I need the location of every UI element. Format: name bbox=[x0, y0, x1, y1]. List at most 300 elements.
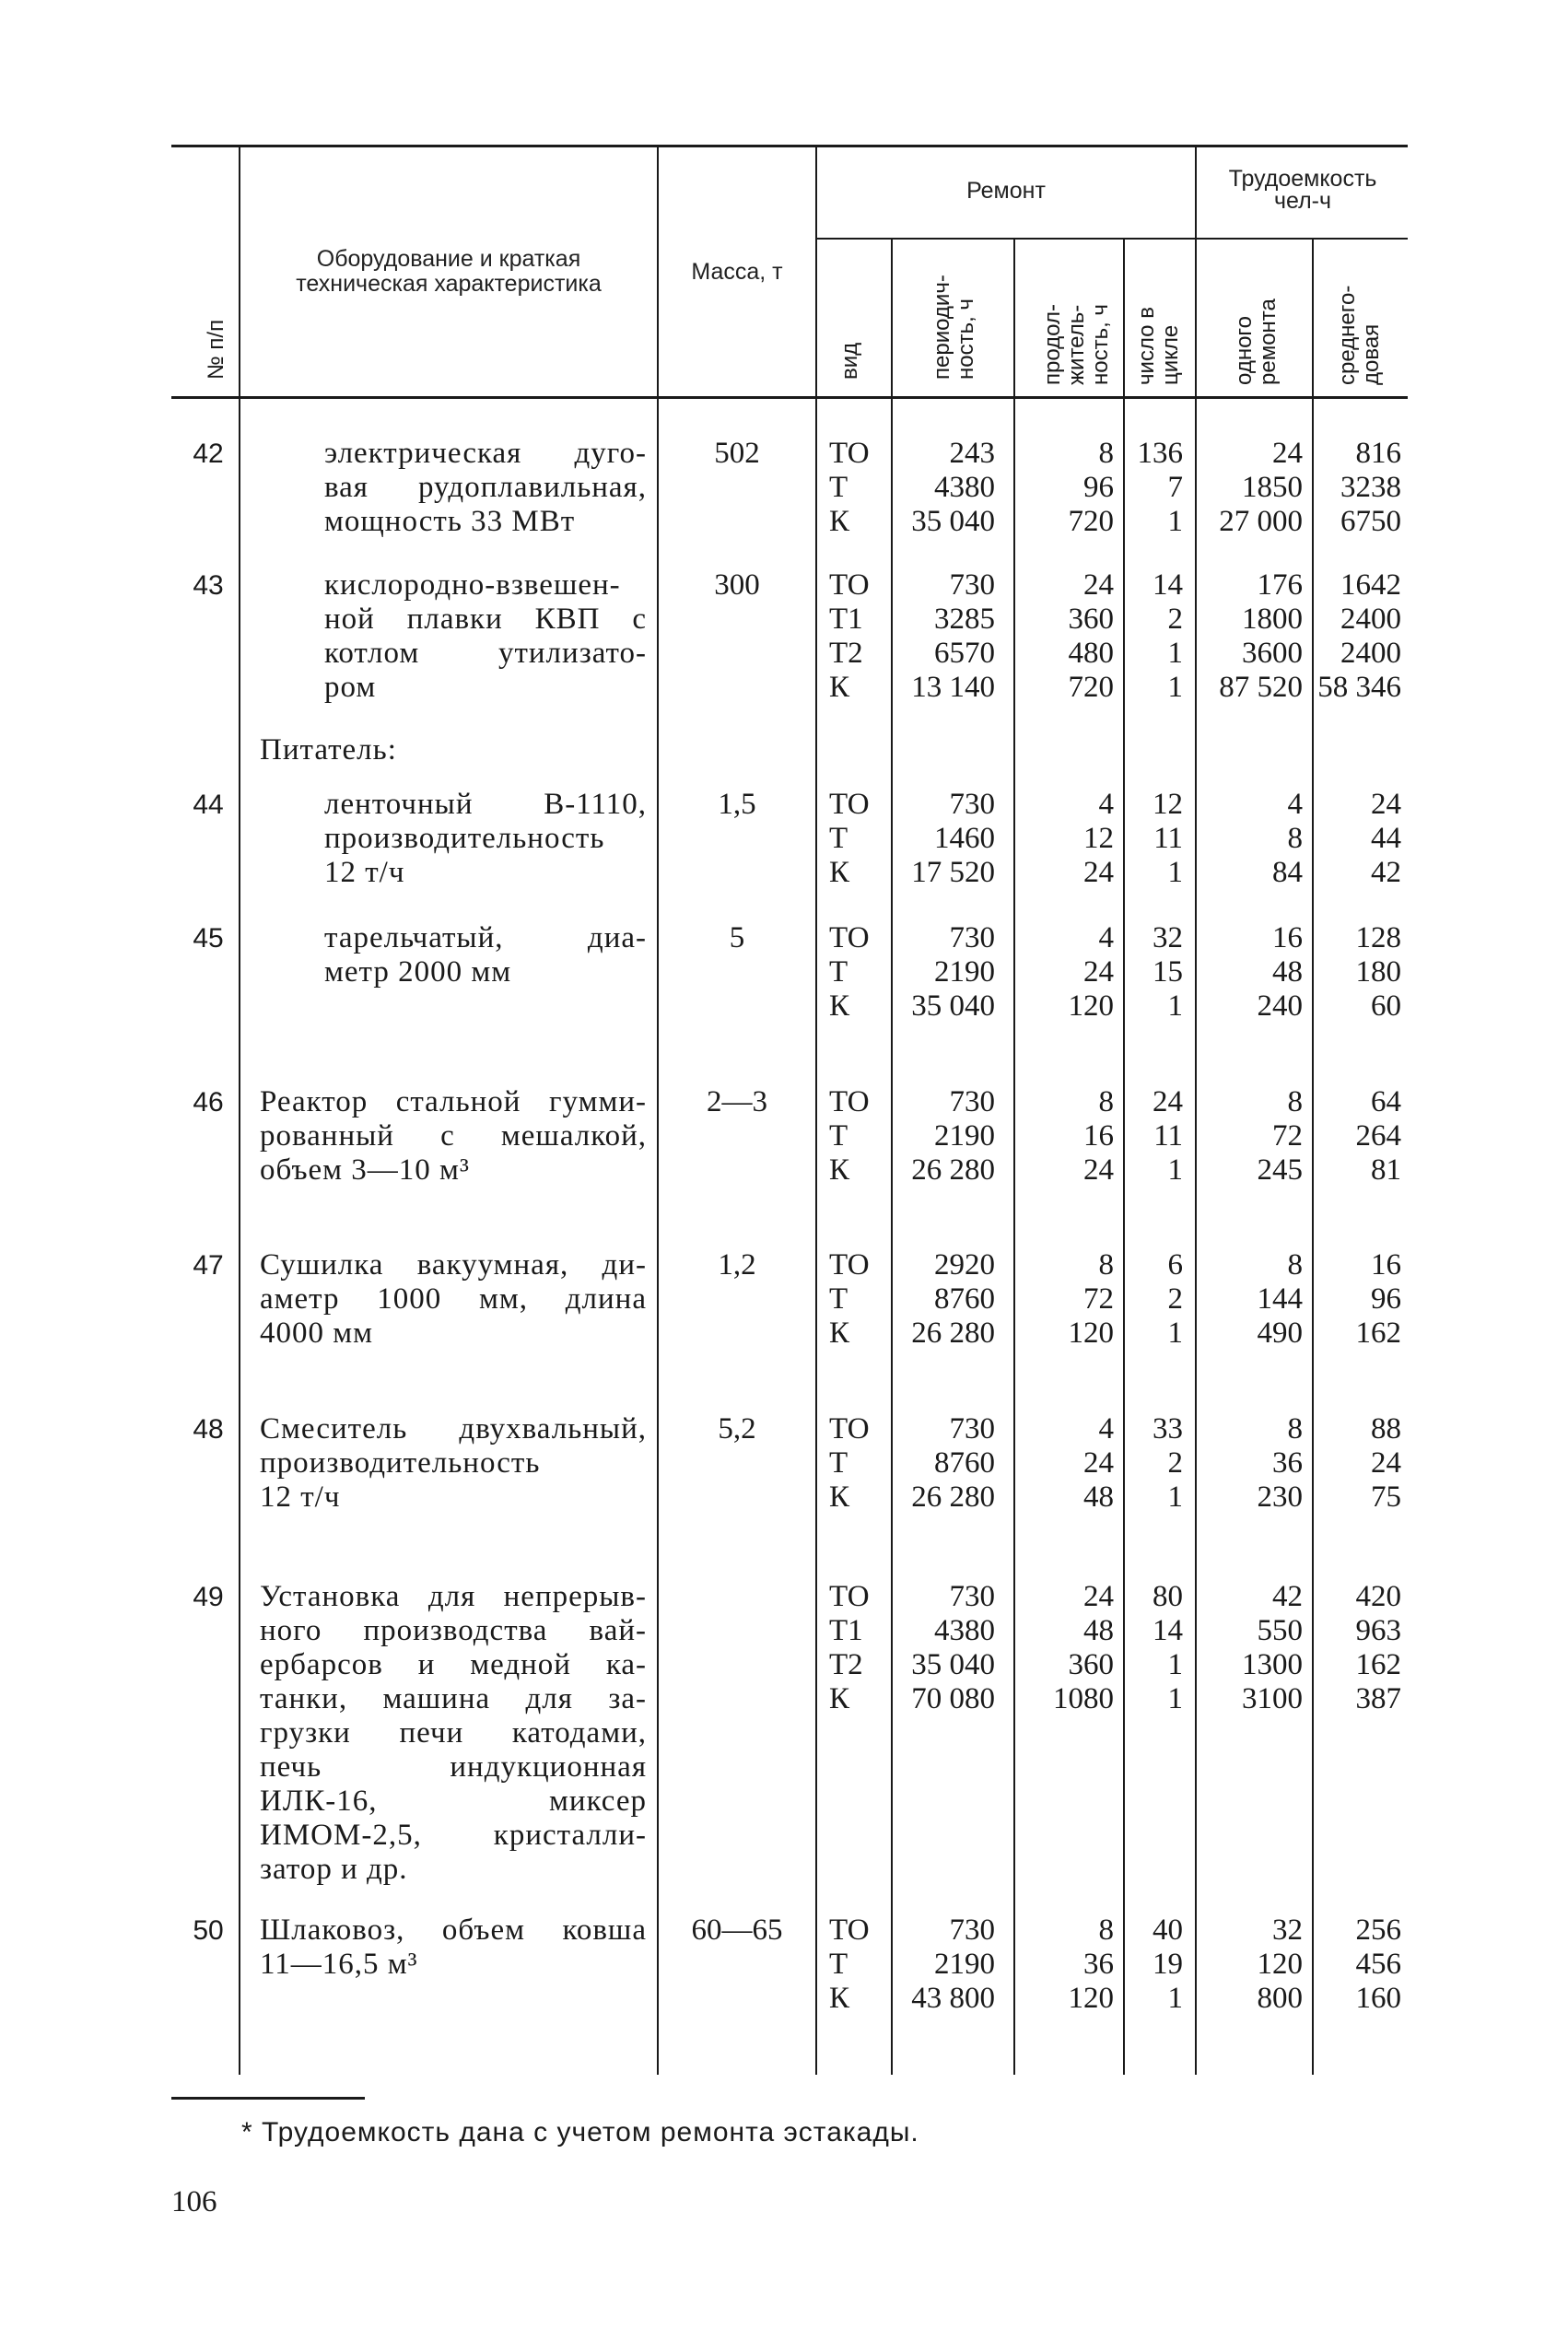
cycle-count: 2 bbox=[1167, 1282, 1183, 1316]
repair-subheader-rule bbox=[816, 238, 1196, 240]
repair-type: Т bbox=[829, 471, 848, 504]
cycle-count-column bbox=[1124, 788, 1183, 890]
repair-duration-column bbox=[1014, 1412, 1114, 1515]
repair-duration: 4 bbox=[1098, 1412, 1114, 1445]
labor-one-repair: 84 bbox=[1272, 856, 1303, 889]
labor-one-repair: 8 bbox=[1287, 1085, 1303, 1118]
description-line: ИМОМ-2,5, кристалли- bbox=[260, 1819, 647, 1852]
repair-period: 730 bbox=[949, 921, 995, 954]
repair-type: Т1 bbox=[829, 603, 863, 636]
repair-period: 2190 bbox=[934, 1948, 995, 1981]
description-line: Установка для непрерыв- bbox=[260, 1580, 647, 1613]
repair-type: ТО bbox=[829, 921, 870, 954]
labor-average: 44 bbox=[1371, 822, 1401, 855]
labor-average-column bbox=[1313, 1914, 1401, 2016]
repair-period-column bbox=[892, 437, 995, 539]
repair-duration: 8 bbox=[1098, 1085, 1114, 1118]
labor-average-column bbox=[1313, 921, 1401, 1024]
repair-duration: 24 bbox=[1083, 955, 1114, 989]
labor-one-repair: 800 bbox=[1257, 1982, 1303, 2015]
row-number: 44 bbox=[193, 790, 224, 820]
equipment-description bbox=[324, 437, 647, 539]
repair-duration: 1080 bbox=[1053, 1682, 1114, 1715]
repair-type: К bbox=[829, 1480, 850, 1514]
cycle-count: 15 bbox=[1153, 955, 1183, 989]
mass-value: 1,5 bbox=[718, 788, 756, 821]
repair-types bbox=[829, 1248, 890, 1351]
cycle-count: 19 bbox=[1153, 1948, 1183, 1981]
labor-one-repair: 16 bbox=[1272, 921, 1303, 954]
header-num: № п/п bbox=[204, 319, 228, 380]
labor-one-repair: 144 bbox=[1257, 1282, 1303, 1316]
equipment-description bbox=[260, 1412, 647, 1515]
repair-type: ТО bbox=[829, 1248, 870, 1282]
labor-average: 2400 bbox=[1340, 603, 1401, 636]
description-line: печь индукционная bbox=[260, 1750, 647, 1784]
header-repair: Ремонт bbox=[966, 178, 1046, 204]
labor-average: 24 bbox=[1371, 1446, 1401, 1480]
equipment-description bbox=[260, 1580, 647, 1887]
repair-duration-column bbox=[1014, 568, 1114, 705]
repair-period: 4380 bbox=[934, 1614, 995, 1647]
repair-period: 3285 bbox=[934, 603, 995, 636]
cycle-count: 11 bbox=[1153, 1119, 1183, 1153]
repair-period: 26 280 bbox=[911, 1153, 995, 1187]
repair-duration: 120 bbox=[1068, 1982, 1114, 2015]
repair-duration: 72 bbox=[1083, 1282, 1114, 1316]
cycle-count: 33 bbox=[1153, 1412, 1183, 1445]
cycle-count: 7 bbox=[1167, 471, 1183, 504]
description-line: ербарсов и медной ка- bbox=[260, 1648, 647, 1681]
cycle-count: 2 bbox=[1167, 1446, 1183, 1480]
header-type: вид bbox=[837, 342, 862, 380]
repair-duration: 120 bbox=[1068, 1317, 1114, 1350]
description-line: производительность bbox=[260, 1446, 541, 1480]
labor-one-repair: 120 bbox=[1257, 1948, 1303, 1981]
cycle-count: 1 bbox=[1167, 1317, 1183, 1350]
cycle-count: 24 bbox=[1153, 1085, 1183, 1118]
equipment-description bbox=[260, 1248, 647, 1351]
cycle-count: 136 bbox=[1137, 437, 1183, 470]
repair-duration: 24 bbox=[1083, 1580, 1114, 1613]
description-line: котлом утилизато- bbox=[324, 637, 647, 670]
labor-one-repair: 230 bbox=[1257, 1480, 1303, 1514]
header-equipment: Оборудование и краткая техническая характеристика bbox=[296, 246, 602, 297]
labor-average: 42 bbox=[1371, 856, 1401, 889]
cycle-count: 14 bbox=[1153, 568, 1183, 602]
header-period: периодич- ность, ч bbox=[930, 275, 978, 380]
labor-average: 88 bbox=[1371, 1412, 1401, 1445]
cycle-count-column bbox=[1124, 568, 1183, 705]
repair-duration-column bbox=[1014, 1914, 1114, 2016]
header-mass: Масса, т bbox=[691, 259, 783, 285]
repair-period: 243 bbox=[949, 437, 995, 470]
labor-one-repair: 8 bbox=[1287, 1412, 1303, 1445]
labor-average: 387 bbox=[1355, 1682, 1401, 1715]
repair-period: 4380 bbox=[934, 471, 995, 504]
repair-duration: 24 bbox=[1083, 568, 1114, 602]
labor-average-column bbox=[1313, 568, 1401, 705]
description-line: мощность 33 МВт bbox=[324, 505, 576, 538]
cycle-count: 1 bbox=[1167, 1648, 1183, 1681]
description-line: ИЛК-16, миксер bbox=[260, 1785, 647, 1818]
cycle-count-column bbox=[1124, 1085, 1183, 1188]
repair-period: 730 bbox=[949, 568, 995, 602]
repair-duration: 8 bbox=[1098, 437, 1114, 470]
repair-types bbox=[829, 921, 890, 1024]
repair-type: К bbox=[829, 1682, 850, 1715]
labor-average-column bbox=[1313, 437, 1401, 539]
labor-average-column bbox=[1313, 1248, 1401, 1351]
repair-duration: 360 bbox=[1068, 1648, 1114, 1681]
row-number: 46 bbox=[193, 1087, 224, 1118]
labor-one-repair: 8 bbox=[1287, 1248, 1303, 1282]
repair-period: 8760 bbox=[934, 1282, 995, 1316]
header-duration: продол- житель- ность, ч bbox=[1040, 304, 1113, 385]
cycle-count: 1 bbox=[1167, 671, 1183, 704]
repair-period-column bbox=[892, 1085, 995, 1188]
labor-one-repair: 176 bbox=[1257, 568, 1303, 602]
description-line: метр 2000 мм bbox=[324, 955, 512, 989]
header-bottom-rule bbox=[171, 396, 1408, 399]
header-labor: Трудоемкость чел-ч bbox=[1228, 166, 1377, 214]
repair-duration-column bbox=[1014, 1085, 1114, 1188]
repair-period: 8760 bbox=[934, 1446, 995, 1480]
repair-period: 6570 bbox=[934, 637, 995, 670]
labor-one-repair: 240 bbox=[1257, 989, 1303, 1023]
repair-types bbox=[829, 1085, 890, 1188]
col-divider-mass bbox=[815, 147, 817, 2075]
description-line: танки, машина для за- bbox=[260, 1682, 647, 1715]
description-line: Смеситель двухвальный, bbox=[260, 1412, 647, 1445]
description-line: ного производства вай- bbox=[260, 1614, 647, 1647]
cycle-count: 32 bbox=[1153, 921, 1183, 954]
repair-duration-column bbox=[1014, 921, 1114, 1024]
repair-type: Т2 bbox=[829, 637, 863, 670]
description-line: кислородно-взвешен- bbox=[324, 568, 621, 602]
repair-type: Т bbox=[829, 1282, 848, 1316]
cycle-count: 1 bbox=[1167, 1682, 1183, 1715]
footnote-rule bbox=[171, 2097, 365, 2100]
labor-one-repair: 3100 bbox=[1242, 1682, 1303, 1715]
repair-period: 1460 bbox=[934, 822, 995, 855]
repair-period-column bbox=[892, 568, 995, 705]
labor-one-repair-column bbox=[1196, 1412, 1303, 1515]
cycle-count: 1 bbox=[1167, 1480, 1183, 1514]
repair-types bbox=[829, 788, 890, 890]
description-line: рованный с мешалкой, bbox=[260, 1119, 647, 1153]
equipment-description bbox=[324, 921, 647, 989]
repair-types bbox=[829, 1412, 890, 1515]
description-line: аметр 1000 мм, длина bbox=[260, 1282, 647, 1316]
labor-average: 180 bbox=[1355, 955, 1401, 989]
repair-type: ТО bbox=[829, 568, 870, 602]
repair-period: 730 bbox=[949, 788, 995, 821]
labor-average: 160 bbox=[1355, 1982, 1401, 2015]
group-label-feeder: Питатель: bbox=[260, 733, 397, 767]
repair-period-column bbox=[892, 1580, 995, 1716]
labor-one-repair: 3600 bbox=[1242, 637, 1303, 670]
row-number: 42 bbox=[193, 439, 224, 469]
cycle-count: 6 bbox=[1167, 1248, 1183, 1282]
repair-period: 70 080 bbox=[911, 1682, 995, 1715]
repair-period: 2920 bbox=[934, 1248, 995, 1282]
repair-type: Т bbox=[829, 1446, 848, 1480]
labor-one-repair: 42 bbox=[1272, 1580, 1303, 1613]
repair-period: 2190 bbox=[934, 1119, 995, 1153]
labor-average: 2400 bbox=[1340, 637, 1401, 670]
repair-period: 730 bbox=[949, 1085, 995, 1118]
description-line: Сушилка вакуумная, ди- bbox=[260, 1248, 647, 1282]
labor-average: 456 bbox=[1355, 1948, 1401, 1981]
row-number: 47 bbox=[193, 1250, 224, 1281]
labor-average: 64 bbox=[1371, 1085, 1401, 1118]
repair-duration-column bbox=[1014, 1580, 1114, 1716]
repair-duration: 24 bbox=[1083, 1446, 1114, 1480]
labor-average: 256 bbox=[1355, 1914, 1401, 1947]
description-line: ром bbox=[324, 671, 377, 704]
labor-one-repair: 1800 bbox=[1242, 603, 1303, 636]
repair-types bbox=[829, 437, 890, 539]
description-line: Шлаковоз, объем ковша bbox=[260, 1914, 647, 1947]
repair-duration: 48 bbox=[1083, 1614, 1114, 1647]
repair-period-column bbox=[892, 1914, 995, 2016]
labor-one-repair: 1850 bbox=[1242, 471, 1303, 504]
repair-period: 35 040 bbox=[911, 1648, 995, 1681]
labor-average: 16 bbox=[1371, 1248, 1401, 1282]
equipment-description bbox=[260, 1914, 647, 1982]
labor-one-repair: 8 bbox=[1287, 822, 1303, 855]
repair-type: Т bbox=[829, 1948, 848, 1981]
repair-period-column bbox=[892, 1248, 995, 1351]
labor-average: 1642 bbox=[1340, 568, 1401, 602]
labor-average: 420 bbox=[1355, 1580, 1401, 1613]
labor-one-repair: 32 bbox=[1272, 1914, 1303, 1947]
page-number: 106 bbox=[171, 2185, 217, 2218]
repair-period: 730 bbox=[949, 1914, 995, 1947]
cycle-count: 1 bbox=[1167, 1153, 1183, 1187]
description-line: ленточный В-1110, bbox=[324, 788, 647, 821]
labor-average: 963 bbox=[1355, 1614, 1401, 1647]
cycle-count: 12 bbox=[1153, 788, 1183, 821]
repair-duration: 96 bbox=[1083, 471, 1114, 504]
labor-one-repair: 550 bbox=[1257, 1614, 1303, 1647]
repair-duration: 120 bbox=[1068, 989, 1114, 1023]
repair-type: ТО bbox=[829, 437, 870, 470]
repair-duration: 720 bbox=[1068, 671, 1114, 704]
cycle-count: 1 bbox=[1167, 637, 1183, 670]
repair-type: Т bbox=[829, 1119, 848, 1153]
repair-duration: 16 bbox=[1083, 1119, 1114, 1153]
col-divider-num bbox=[239, 147, 240, 2075]
repair-duration: 360 bbox=[1068, 603, 1114, 636]
labor-average: 816 bbox=[1355, 437, 1401, 470]
labor-average: 264 bbox=[1355, 1119, 1401, 1153]
labor-one-repair-column bbox=[1196, 1085, 1303, 1188]
header-count: число в цикле bbox=[1134, 307, 1183, 385]
row-number: 45 bbox=[193, 923, 224, 954]
repair-type: Т2 bbox=[829, 1648, 863, 1681]
cycle-count: 1 bbox=[1167, 989, 1183, 1023]
description-line: 12 т/ч bbox=[324, 856, 405, 889]
cycle-count: 1 bbox=[1167, 1982, 1183, 2015]
mass-value: 5 bbox=[729, 921, 745, 954]
labor-one-repair: 245 bbox=[1257, 1153, 1303, 1187]
labor-average: 58 346 bbox=[1317, 671, 1401, 704]
cycle-count-column bbox=[1124, 1914, 1183, 2016]
repair-types bbox=[829, 1914, 890, 2016]
labor-one-repair: 1300 bbox=[1242, 1648, 1303, 1681]
table-top-rule bbox=[171, 145, 1408, 147]
mass-value: 5,2 bbox=[718, 1412, 756, 1445]
repair-duration-column bbox=[1014, 1248, 1114, 1351]
repair-period: 730 bbox=[949, 1580, 995, 1613]
repair-period: 17 520 bbox=[911, 856, 995, 889]
mass-value: 2—3 bbox=[707, 1085, 767, 1118]
labor-one-repair: 48 bbox=[1272, 955, 1303, 989]
repair-type: Т bbox=[829, 955, 848, 989]
description-line: 4000 мм bbox=[260, 1317, 374, 1350]
repair-type: ТО bbox=[829, 1412, 870, 1445]
cycle-count: 1 bbox=[1167, 505, 1183, 538]
labor-average: 162 bbox=[1355, 1648, 1401, 1681]
equipment-description bbox=[324, 568, 647, 705]
labor-one-repair-column bbox=[1196, 437, 1303, 539]
repair-type: К bbox=[829, 1317, 850, 1350]
description-line: 11—16,5 м³ bbox=[260, 1948, 418, 1981]
repair-period: 26 280 bbox=[911, 1317, 995, 1350]
description-line: производительность bbox=[324, 822, 605, 855]
cycle-count: 14 bbox=[1153, 1614, 1183, 1647]
repair-type: К bbox=[829, 856, 850, 889]
cycle-count-column bbox=[1124, 1412, 1183, 1515]
labor-one-repair: 27 000 bbox=[1219, 505, 1303, 538]
labor-average: 75 bbox=[1371, 1480, 1401, 1514]
labor-average: 24 bbox=[1371, 788, 1401, 821]
repair-duration: 24 bbox=[1083, 856, 1114, 889]
mass-value: 1,2 bbox=[718, 1248, 756, 1282]
row-number: 49 bbox=[193, 1582, 224, 1612]
row-number: 50 bbox=[193, 1915, 224, 1946]
repair-period: 730 bbox=[949, 1412, 995, 1445]
description-line: электрическая дуго- bbox=[324, 437, 647, 470]
labor-one-repair-column bbox=[1196, 1580, 1303, 1716]
repair-type: К bbox=[829, 671, 850, 704]
labor-average: 128 bbox=[1355, 921, 1401, 954]
repair-period-column bbox=[892, 1412, 995, 1515]
repair-duration: 12 bbox=[1083, 822, 1114, 855]
labor-one-repair-column bbox=[1196, 921, 1303, 1024]
row-number: 48 bbox=[193, 1414, 224, 1445]
header-average: среднего- довая bbox=[1335, 285, 1384, 385]
repair-period: 13 140 bbox=[911, 671, 995, 704]
labor-one-repair: 24 bbox=[1272, 437, 1303, 470]
cycle-count: 2 bbox=[1167, 603, 1183, 636]
repair-type: К bbox=[829, 989, 850, 1023]
footnote: * Трудоемкость дана с учетом ремонта эстакады. bbox=[241, 2117, 919, 2148]
repair-duration: 48 bbox=[1083, 1480, 1114, 1514]
cycle-count-column bbox=[1124, 437, 1183, 539]
labor-average: 162 bbox=[1355, 1317, 1401, 1350]
labor-one-repair-column bbox=[1196, 1914, 1303, 2016]
repair-type: ТО bbox=[829, 788, 870, 821]
description-line: Реактор стальной гумми- bbox=[260, 1085, 647, 1118]
row-number: 43 bbox=[193, 570, 224, 601]
repair-types bbox=[829, 568, 890, 705]
equipment-description bbox=[324, 788, 647, 890]
repair-types bbox=[829, 1580, 890, 1716]
repair-duration: 4 bbox=[1098, 921, 1114, 954]
repair-type: К bbox=[829, 1982, 850, 2015]
description-line: грузки печи катодами, bbox=[260, 1716, 647, 1750]
repair-period: 2190 bbox=[934, 955, 995, 989]
repair-type: ТО bbox=[829, 1085, 870, 1118]
labor-average-column bbox=[1313, 788, 1401, 890]
labor-one-repair-column bbox=[1196, 788, 1303, 890]
repair-duration: 4 bbox=[1098, 788, 1114, 821]
cycle-count: 40 bbox=[1153, 1914, 1183, 1947]
repair-type: К bbox=[829, 505, 850, 538]
repair-period: 35 040 bbox=[911, 505, 995, 538]
repair-period: 26 280 bbox=[911, 1480, 995, 1514]
repair-type: ТО bbox=[829, 1914, 870, 1947]
labor-average-column bbox=[1313, 1085, 1401, 1188]
repair-duration: 720 bbox=[1068, 505, 1114, 538]
repair-type: Т bbox=[829, 822, 848, 855]
mass-value: 300 bbox=[714, 568, 760, 602]
description-line: 12 т/ч bbox=[260, 1480, 341, 1514]
labor-one-repair: 4 bbox=[1287, 788, 1303, 821]
repair-period-column bbox=[892, 788, 995, 890]
cycle-count: 1 bbox=[1167, 856, 1183, 889]
labor-one-repair: 72 bbox=[1272, 1119, 1303, 1153]
mass-value: 60—65 bbox=[691, 1914, 783, 1947]
labor-one-repair: 87 520 bbox=[1219, 671, 1303, 704]
labor-one-repair-column bbox=[1196, 1248, 1303, 1351]
cycle-count-column bbox=[1124, 1248, 1183, 1351]
cycle-count: 11 bbox=[1153, 822, 1183, 855]
repair-type: К bbox=[829, 1153, 850, 1187]
labor-average: 96 bbox=[1371, 1282, 1401, 1316]
labor-average: 81 bbox=[1371, 1153, 1401, 1187]
labor-one-repair: 36 bbox=[1272, 1446, 1303, 1480]
labor-subheader-rule bbox=[1196, 238, 1408, 240]
description-line: затор и др. bbox=[260, 1853, 408, 1886]
mass-value: 502 bbox=[714, 437, 760, 470]
equipment-description bbox=[260, 1085, 647, 1188]
repair-duration: 24 bbox=[1083, 1153, 1114, 1187]
repair-duration-column bbox=[1014, 437, 1114, 539]
repair-type: Т1 bbox=[829, 1614, 863, 1647]
col-divider-equipment bbox=[657, 147, 659, 2075]
cycle-count: 80 bbox=[1153, 1580, 1183, 1613]
repair-duration-column bbox=[1014, 788, 1114, 890]
repair-period: 35 040 bbox=[911, 989, 995, 1023]
repair-type: ТО bbox=[829, 1580, 870, 1613]
description-line: вая рудоплавильная, bbox=[324, 471, 647, 504]
repair-duration: 36 bbox=[1083, 1948, 1114, 1981]
labor-one-repair: 490 bbox=[1257, 1317, 1303, 1350]
labor-average: 3238 bbox=[1340, 471, 1401, 504]
description-line: объем 3—10 м³ bbox=[260, 1153, 470, 1187]
cycle-count-column bbox=[1124, 1580, 1183, 1716]
repair-period: 43 800 bbox=[911, 1982, 995, 2015]
description-line: тарельчатый, диа- bbox=[324, 921, 647, 954]
labor-average-column bbox=[1313, 1580, 1401, 1716]
labor-average: 6750 bbox=[1340, 505, 1401, 538]
cycle-count-column bbox=[1124, 921, 1183, 1024]
repair-duration: 480 bbox=[1068, 637, 1114, 670]
